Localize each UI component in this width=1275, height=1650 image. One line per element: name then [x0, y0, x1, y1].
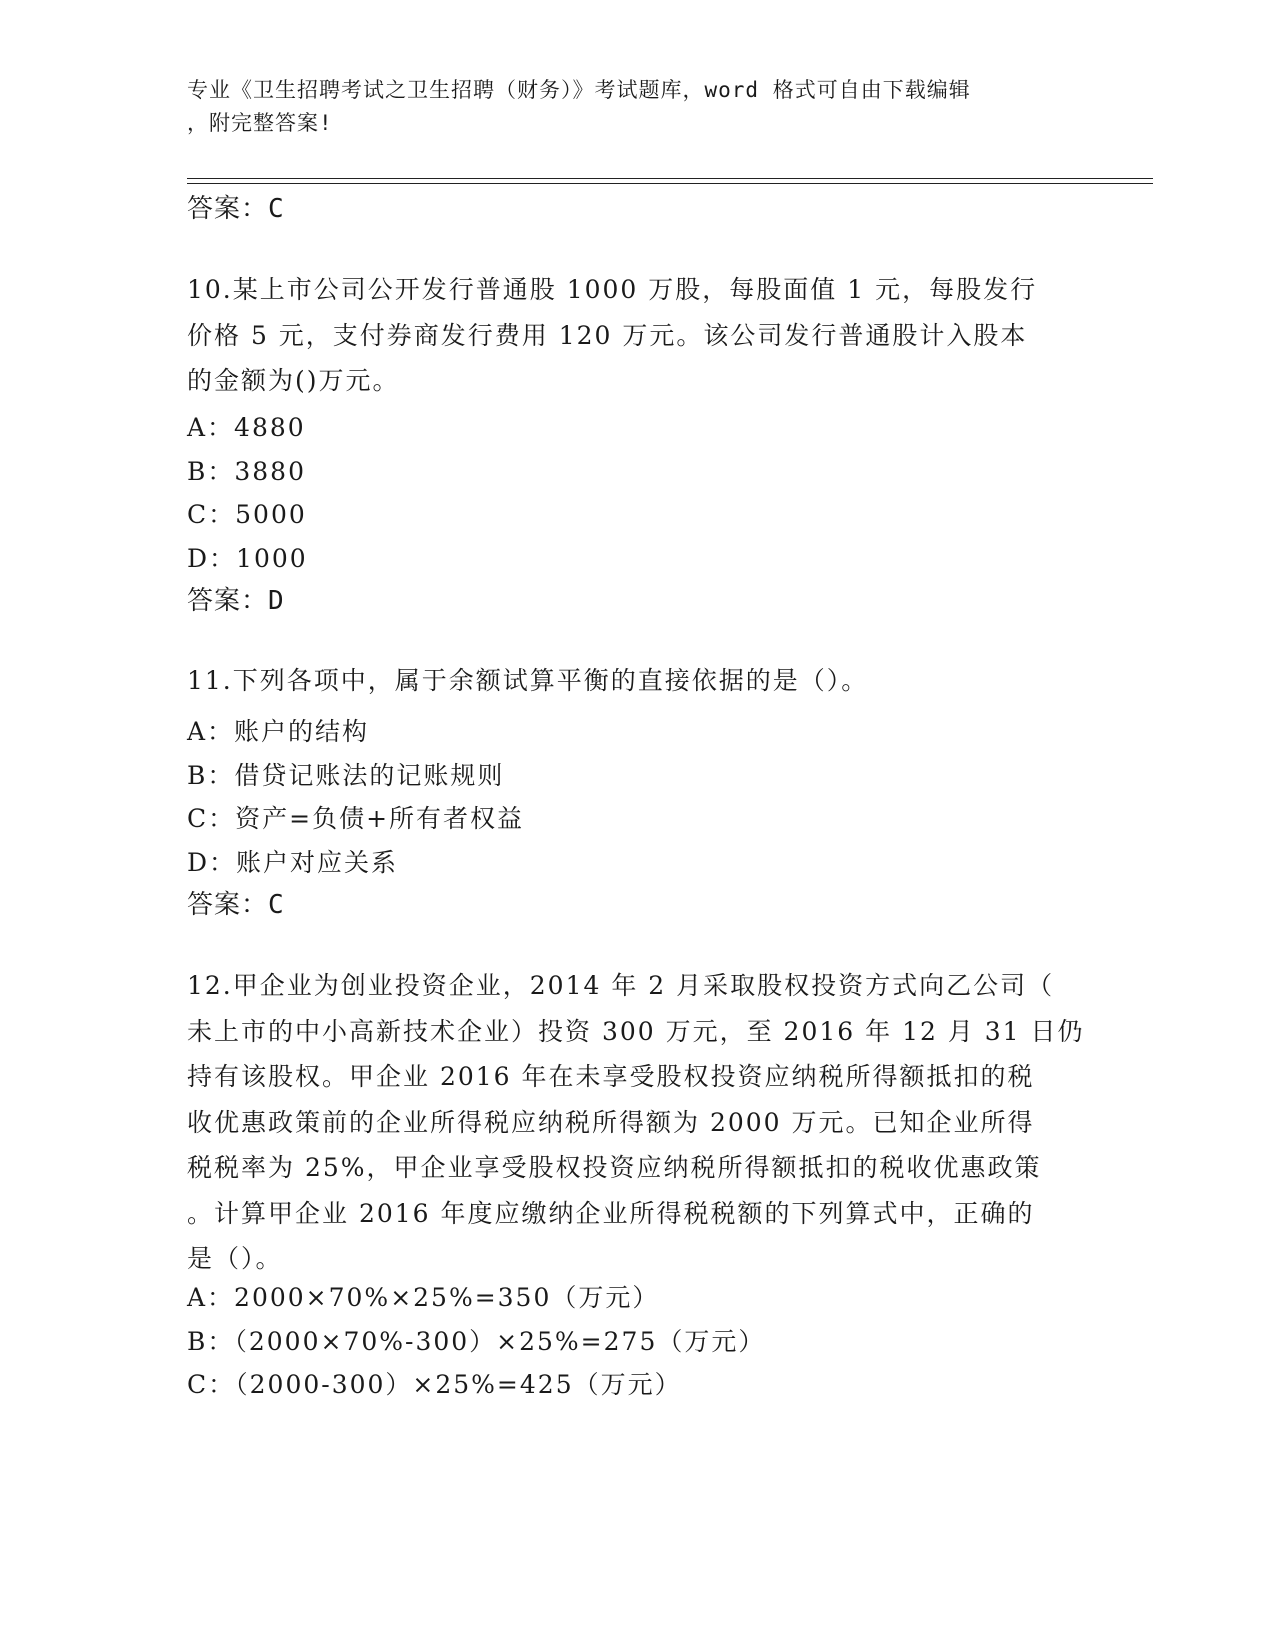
- question-10-line: 10.某上市公司公开发行普通股 1000 万股，每股面值 1 元，每股发行: [187, 275, 1038, 304]
- document-header: [187, 74, 1067, 140]
- question-12-line: 收优惠政策前的企业所得税应纳税所得额为 2000 万元。已知企业所得: [187, 1107, 1035, 1137]
- question-11-option-a: A：账户的结构: [187, 717, 370, 746]
- question-10-line: 的金额为()万元。: [187, 366, 400, 395]
- question-11-option-d: D：账户对应关系: [187, 848, 399, 877]
- question-12-line: 。计算甲企业 2016 年度应缴纳企业所得税税额的下列算式中，正确的: [187, 1198, 1035, 1228]
- question-12-line: 12.甲企业为创业投资企业，2014 年 2 月采取股权投资方式向乙公司（: [187, 971, 1055, 1000]
- question-11-text: [187, 658, 1087, 704]
- question-10-line: 价格 5 元，支付券商发行费用 120 万元。该公司发行普通股计入股本: [187, 320, 1028, 350]
- question-12-text: [187, 963, 1087, 1282]
- question-10-option-c: C：5000: [187, 500, 307, 529]
- question-10-text: [187, 267, 1087, 404]
- question-10-option-b: B：3880: [187, 457, 306, 486]
- question-11-line: 11.下列各项中，属于余额试算平衡的直接依据的是（）。: [187, 666, 869, 695]
- answer-previous: 答案：C: [187, 194, 285, 224]
- question-12-line: 未上市的中小高新技术企业）投资 300 万元，至 2016 年 12 月 31 日仍: [187, 1016, 1085, 1046]
- question-11-answer: 答案：C: [187, 890, 285, 920]
- question-10-option-a: A：4880: [187, 413, 306, 442]
- header-divider-top: [187, 178, 1153, 179]
- question-12-line: 持有该股权。甲企业 2016 年在未享受股权投资应纳税所得额抵扣的税: [187, 1062, 1035, 1091]
- question-10-answer: 答案：D: [187, 586, 285, 616]
- question-12-line: 是（）。: [187, 1244, 283, 1273]
- question-11-option-b: B：借贷记账法的记账规则: [187, 761, 505, 790]
- question-12-line: 税税率为 25%，甲企业享受股权投资应纳税所得额抵扣的税收优惠政策: [187, 1153, 1042, 1182]
- header-divider-bottom: [187, 183, 1153, 184]
- question-10-option-d: D：1000: [187, 544, 308, 573]
- question-12-option-b: B：（2000×70%-300）×25%=275（万元）: [187, 1327, 766, 1356]
- question-11-option-c: C：资产=负债+所有者权益: [187, 804, 525, 833]
- question-12-option-c: C：（2000-300）×25%=425（万元）: [187, 1370, 682, 1399]
- question-12-option-a: A：2000×70%×25%=350（万元）: [187, 1283, 660, 1312]
- header-line-2: ，附完整答案!: [187, 111, 333, 135]
- header-line-1: 专业《卫生招聘考试之卫生招聘（财务）》考试题库，word 格式可自由下载编辑: [187, 78, 971, 102]
